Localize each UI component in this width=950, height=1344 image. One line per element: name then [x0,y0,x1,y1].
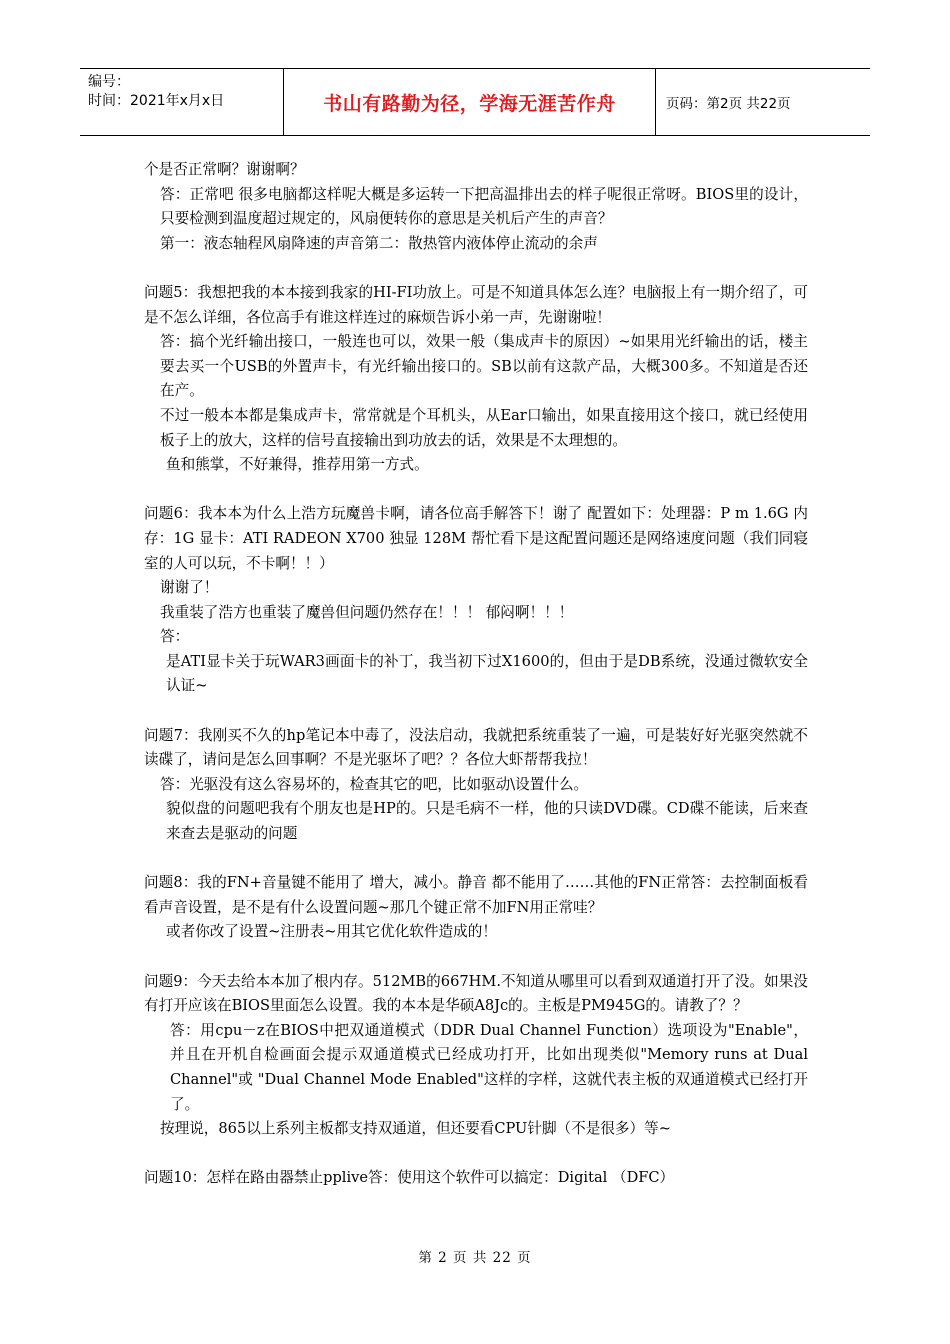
paragraph: 我重装了浩方也重装了魔兽但问题仍然存在！！！ 郁闷啊！！！ [160,603,574,621]
answer-paragraph: 答：搞个光纤输出接口，一般连也可以，效果一般（集成声卡的原因）~如果用光纤输出的话，楼主要去买一个USB的外置声卡，有光纤输出接口的。SB以前有这款产品，大概300多。不知道是否还在产。 [160,333,808,400]
paragraph: 不过一般本本都是集成声卡，常常就是个耳机头，从Ear口输出，如果直接用这个接口，就已经使用板子上的放大，这样的信号直接输出到功放去的话，效果是不太理想的。 [160,406,808,449]
paragraph: 谢谢了！ [160,579,219,597]
paragraph: 个是否正常啊？谢谢啊？ [144,161,305,178]
page-footer: 第 2 页 共 22 页 [418,1250,532,1266]
header-meta [80,69,283,135]
document-time-label: 时间：2021年x月x日 [88,93,225,109]
header-page-info: 页码：第2页 共22页 [666,96,791,112]
question-paragraph: 问题7：我刚买不久的hp笔记本中毒了，没法启动，我就把系统重装了一遍，可是装好好光驱突然就不读碟了，请问是怎么回事啊？不是光驱坏了吧？？各位大虾帮帮我拉！ [144,726,808,769]
answer-paragraph: 答：光驱没有这么容易坏的，检查其它的吧，比如驱动\设置什么。 [160,775,589,793]
question-paragraph: 问题6：我本本为什么上浩方玩魔兽卡啊，请各位高手解答下！谢了 配置如下：处理器：P m 1.6G 内存：1G 显卡：ATI RADEON X700 独显 128M 帮忙看下是这配置问题还是网络速度问题（我们同寝室的人可以玩，不卡啊！！） [144,505,808,572]
paragraph: 鱼和熊掌，不好兼得，推荐用第一方式。 [166,456,429,474]
question-paragraph: 问题5：我想把我的本本接到我家的HI-FI功放上。可是不知道具体怎么连？电脑报上有一期介绍了，可是不怎么详细，各位高手有谁这样连过的麻烦告诉小弟一声，先谢谢啦！ [144,283,808,326]
document-body [144,158,808,1191]
question-paragraph: 问题8：我的FN+音量键不能用了 增大，减小。静音 都不能用了……其他的FN正常答：去控制面板看看声音设置，是不是有什么设置问题~那几个键正常不加FN用正常哇？ [144,874,808,916]
question-paragraph: 问题9：今天去给本本加了根内存。512MB的667HM.不知道从哪里可以看到双通道打开了没。如果没有打开应该在BIOS里面怎么设置。我的本本是华硕A8Jc的。主板是PM945G的。请教了？？ [144,972,808,1015]
answer-paragraph: 答： [160,628,190,646]
page-header [80,68,870,136]
answer-paragraph: 答：用cpu－z在BIOS中把双通道模式（DDR Dual Channel Function）选项设为"Enable"，并且在开机自检画面会提示双通道模式已经成功打开，比如出现类似"Memory runs at Dual Channel"或 "Dual Channel Mode Enabled"这样的字样，这就代表主板的双通道模式已经打开了。 [170,1021,808,1113]
paragraph: 第一：液态轴程风扇降速的声音第二：散热管内液体停止流动的余声 [160,234,598,252]
paragraph: 是ATI显卡关于玩WAR3画面卡的补丁，我当初下过X1600的，但由于是DB系统，没通过微软安全认证~ [166,652,808,695]
answer-paragraph: 答：正常吧 很多电脑都这样呢大概是多运转一下把高温排出去的样子呢很正常呀。BIOS里的设计，只要检测到温度超过规定的，风扇便转你的意思是关机后产生的声音？ [160,185,808,228]
paragraph: 按理说，865以上系列主板都支持双通道，但还要看CPU针脚（不是很多）等~ [160,1120,671,1138]
paragraph: 或者你改了设置~注册表~用其它优化软件造成的！ [166,923,497,941]
document-number-label: 编号： [88,74,130,90]
paragraph: 貌似盘的问题吧我有个朋友也是HP的。只是毛病不一样，他的只读DVD碟。CD碟不能读，后来查来查去是驱动的问题 [166,800,808,843]
question-paragraph: 问题10：怎样在路由器禁止pplive答：使用这个软件可以搞定：Digital （DFC） [144,1169,675,1187]
header-motto: 书山有路勤为径，学海无涯苦作舟 [283,69,656,135]
